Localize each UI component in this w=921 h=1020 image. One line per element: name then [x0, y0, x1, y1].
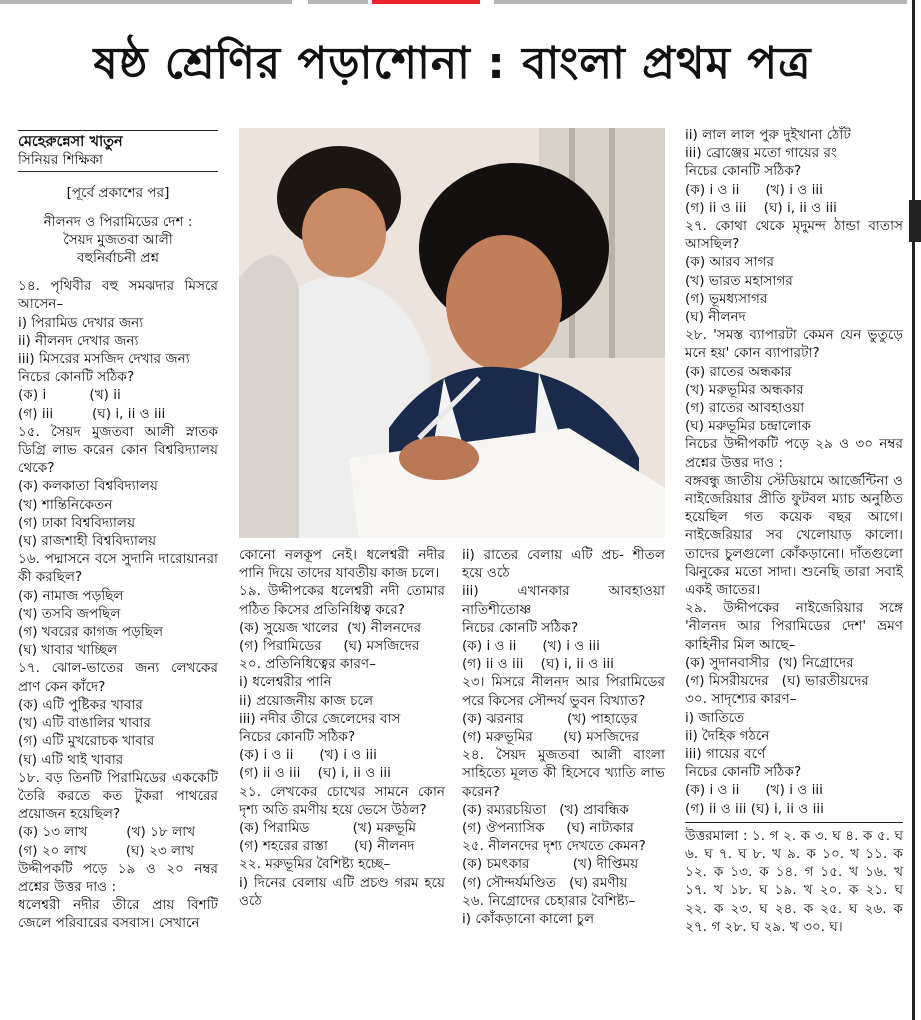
author-role: সিনিয়র শিক্ষিকা [18, 152, 103, 169]
question-line: iii) মিসরের মসজিদ দেখার জন্য [18, 351, 190, 368]
question-line: (গ) রাতের আবহাওয়া [685, 400, 805, 417]
column-4 [685, 126, 908, 1016]
question-list-4 [685, 126, 908, 818]
question-line: i) পিরামিড দেখার জন্য [18, 314, 144, 331]
question-line: (ক) i ও ii (খ) i ও iii [685, 181, 823, 198]
question-line: ii) লাল লাল পুরু দুইখানা ঠোঁট [685, 127, 851, 143]
topic-line: নীলনদ ও পিরামিডের দেশ : [43, 213, 193, 230]
question-line: (ক) i (খ) ii [18, 387, 121, 404]
question-list-1 [18, 277, 223, 932]
question-line: ২৮. 'সমস্ত ব্যাপারটা কেমন যেন ভুতুড়ে মনে হয়' কোন ব্যাপারটা? [685, 327, 908, 362]
question-line: (ঘ) রাজশাহী বিশ্ববিদ্যালয় [18, 533, 157, 550]
question-line: (খ) তসবি জপছিল [18, 605, 121, 622]
top-gray-bar-left [0, 0, 292, 4]
question-line: (ঘ) এটি থাই খাবার [18, 751, 124, 768]
question-line: i) জাতিতে [685, 709, 745, 726]
question-line: (গ) ঢাকা বিশ্ববিদ্যালয় [18, 514, 136, 531]
question-line: ii) প্রয়োজনীয় কাজ চলে [239, 692, 374, 709]
question-line: কোনো নলকূপ নেই। ধলেশ্বরী নদীর পানি দিয়ে তাদের যাবতীয় কাজ চলে। [239, 547, 450, 582]
question-line: (ঘ) নীলনদ [685, 309, 746, 326]
divider [18, 171, 218, 172]
answer-key [685, 822, 903, 936]
question-line: (ক) ঝরনার (খ) পাহাড়ের [462, 710, 638, 727]
question-line: (ঘ) খাবার খাচ্ছিল [18, 642, 118, 659]
question-line: ii) রাতের বেলায় এটি প্রচ- শীতল হয়ে ওঠে [462, 547, 670, 582]
photo-illustration [239, 128, 665, 538]
question-line: (ঘ) মরুভূমির চন্দ্রালোক [685, 418, 811, 435]
question-line: ৩০. সাদৃশ্যের কারণ– [685, 691, 797, 708]
question-line: ii) নীলনদ দেখার জন্য [18, 332, 139, 349]
question-line: নিচের কোনটি সঠিক? [18, 369, 135, 386]
question-list-3 [462, 546, 670, 928]
question-line: (ক) আরব সাগর [685, 254, 774, 271]
question-line: (ক) এটি পুষ্টিকর খাবার [18, 696, 143, 713]
question-line: ২২. মরুভূমির বৈশিষ্ট্য হচ্ছে– [239, 856, 391, 873]
question-line: (গ) মরুভূমির (ঘ) মসজিদের [462, 729, 640, 746]
question-line: (ক) সুদানবাসীর (খ) নিগ্রোদের [685, 654, 854, 671]
question-line: (গ) সৌন্দর্যমণ্ডিত (ঘ) রমণীয় [462, 874, 628, 891]
question-line: iii) গায়ের বর্ণে [685, 745, 766, 762]
question-line: ১৬. পদ্মাসনে বসে সুদানি দারোয়ানরা কী করছিল? [18, 551, 223, 586]
question-line: (খ) ভারত মহাসাগর [685, 272, 793, 289]
question-line: নিচের কোনটি সঠিক? [685, 163, 802, 180]
question-line: (গ) ২০ লাখ (ঘ) ২৩ লাখ [18, 842, 195, 859]
question-line: ১৪. পৃথিবীর বহু সমঝদার মিসরে আসেন– [18, 278, 223, 313]
question-line: (ক) নামাজ পড়ছিল [18, 587, 124, 604]
students-writing-photo [239, 128, 665, 538]
question-line: (ক) রম্যরচয়িতা (খ) প্রাবন্ধিক [462, 801, 629, 818]
question-line: i) কোঁকড়ানো কালো চুল [462, 911, 595, 928]
question-line: (ক) সুয়েজ খালের (খ) নীলনদের [239, 619, 422, 636]
question-line: (ক) i ও ii (খ) i ও iii [462, 638, 600, 655]
question-line: ২৩। মিসরে নীলনদ আর পিরামিডের পরে কিসের সৌন্দর্য ভুবন বিখ্যাত? [462, 674, 670, 709]
question-line: (ক) i ও ii (খ) i ও iii [239, 747, 377, 764]
topic-author: সৈয়দ মুজতবা আলী [63, 231, 173, 248]
question-line: (ক) চমৎকার (খ) দীপ্তিময় [462, 856, 639, 873]
question-line: ২৫. নীলনদের দৃশ্য দেখতে কেমন? [462, 838, 646, 855]
question-line: নিচের কোনটি সঠিক? [239, 729, 356, 746]
question-line: ২৯. উদ্দীপকের নাইজেরিয়ার সঙ্গে 'নীলনদ আর পিরামিডের দেশ' ভ্রমণ কাহিনীর মিল আছে– [685, 600, 908, 653]
question-line: নিচের কোনটি সঠিক? [462, 619, 579, 636]
question-line: (ক) ১৩ লাখ (খ) ১৮ লাখ [18, 824, 196, 841]
question-line: বঙ্গবন্ধু জাতীয় স্টেডিয়ামে আর্জেন্টিনা ও নাইজেরিয়ার প্রীতি ফুটবল ম্যাচ অনুষ্ঠিত হয়েছিল গত কয়েক বছর আগে। নাইজেরিয়ার সব খেলোয়াড় কালো। তাদের চুলগুলো কোঁকড়ানো। দাঁতগুলো ঝিনুকের মতো সাদা। শুনেছি তারা সবাই একই জাতের। [685, 472, 908, 599]
question-line: উদ্দীপকটি পড়ে ১৯ ও ২০ নম্বর প্রশ্নের উত্তর দাও : [18, 860, 223, 895]
question-line: ২৭. কোথা থেকে মৃদুমন্দ ঠান্ডা বাতাস আসছিল? [685, 218, 908, 253]
page-edge-rule [912, 0, 915, 1020]
question-line: (গ) মিসরীয়দের (ঘ) ভারতীয়দের [685, 673, 869, 690]
question-line: (ক) পিরামিড (খ) মরুভূমি [239, 820, 417, 837]
page-edge-mark [909, 200, 921, 242]
top-red-bar [372, 0, 480, 4]
question-line: (ক) কলকাতা বিশ্ববিদ্যালয় [18, 478, 158, 495]
question-line: ২৬. নিগ্রোদের চেহারার বৈশিষ্ট্য– [462, 892, 636, 909]
question-line: (খ) শান্তিনিকেতন [18, 496, 113, 513]
column-3 [462, 546, 670, 1016]
question-line: (খ) এটি বাঙালির খাবার [18, 715, 151, 732]
top-gray-bar-right [494, 0, 907, 4]
divider [18, 130, 218, 131]
question-line: নিচের কোনটি সঠিক? [685, 764, 802, 781]
column-2 [239, 546, 450, 1016]
question-line: ১৯. উদ্দীপকের ধলেশ্বরী নদী তোমার পঠিত কিসের প্রতিনিধিত্ব করে? [239, 583, 450, 618]
question-line: i) ধলেশ্বরীর পানি [239, 674, 332, 691]
topic-type: বহুনির্বাচনী প্রশ্ন [76, 250, 160, 267]
question-line: ২০. প্রতিনিধিত্বের কারণ– [239, 656, 376, 673]
question-line: (গ) শহরের রাস্তা (ঘ) নীলনদ [239, 838, 415, 855]
question-line: (গ) ii ও iii (ঘ) i, ii ও iii [462, 656, 614, 673]
question-line: ২১. লেখকের চোখের সামনে কোন দৃশ্য অতি রমণীয় হয়ে ভেসে উঠল? [239, 783, 450, 818]
question-line: (গ) ii ও iii (ঘ) i, ii ও iii [685, 199, 837, 216]
top-gray-bar-mid [308, 0, 368, 4]
question-line: ১৫. সৈয়দ মুজতবা আলী স্নাতক ডিগ্রি লাভ করেন কোন বিশ্ববিদ্যালয় থেকে? [18, 423, 223, 477]
question-line: (খ) মরুভূমির অন্ধকার [685, 381, 804, 398]
question-line: (গ) ভূমধ্যসাগর [685, 290, 768, 307]
question-line: (গ) এটি মুখরোচক খাবার [18, 733, 155, 750]
question-line: iii) নদীর তীরে জেলেদের বাস [239, 710, 401, 727]
previous-note: [পূর্বে প্রকাশের পর] [66, 185, 170, 202]
question-line: (গ) ii ও iii (ঘ) i, ii ও iii [685, 800, 824, 817]
question-list-2 [239, 546, 450, 910]
question-line: ১৮. বড় তিনটি পিরামিডের এককেটি তৈরি করতে কত টুকরা পাথরের প্রয়োজন হয়েছিল? [18, 769, 223, 823]
answer-key-text: উত্তরমালা : ১. গ ২. ক ৩. ঘ ৪. ক ৫. ঘ ৬. ঘ ৭. ঘ ৮. খ ৯. ক ১০. খ ১১. ক ১২. ক ১৩. ক ১৪. গ ১৫. খ ১৬. খ ১৭. খ ১৮. ঘ ১৯. খ ২০. ক ২১. ঘ ২২. ক ২৩. ঘ ২৪. ক ২৫. ঘ ২৬. ক ২৭. গ ২৮. ঘ ২৯. খ ৩০. ঘ। [685, 827, 903, 935]
question-line: (গ) iii (ঘ) i, ii ও iii [18, 405, 166, 422]
question-line: (ক) i ও ii (খ) i ও iii [685, 782, 823, 799]
question-line: iii) এখানকার আবহাওয়া নাতিশীতোষ্ণ [462, 583, 670, 618]
question-line: ১৭. ঝোল-ভাতের জন্য লেখকের প্রাণ কেন কাঁদে? [18, 660, 223, 695]
question-line: (গ) পিরামিডের (ঘ) মসজিদের [239, 638, 420, 655]
question-line: (গ) ঔপন্যাসিক (ঘ) নাট্যকার [462, 820, 634, 837]
question-line: iii) ব্রোঞ্জের মতো গায়ের রং [685, 145, 837, 162]
author-name: মেহেরুন্নেসা খাতুন [18, 134, 123, 150]
question-line: i) দিনের বেলায় এটি প্রচণ্ড গরম হয়ে ওঠে [239, 874, 450, 909]
question-line: নিচের উদ্দীপকটি পড়ে ২৯ ও ৩০ নম্বর প্রশ্নের উত্তর দাও : [685, 436, 908, 471]
question-line: (ক) রাতের অন্ধকার [685, 363, 792, 380]
question-line: ধলেশ্বরী নদীর তীরে প্রায় বিশটি জেলে পরিবারের বসবাস। সেখানে [18, 897, 223, 932]
page-title: ষষ্ঠ শ্রেণির পড়াশোনা : বাংলা প্রথম পত্র [93, 38, 812, 89]
question-line: (গ) খবরের কাগজ পড়ছিল [18, 624, 164, 641]
column-1 [18, 128, 223, 1018]
question-line: ২৪. সৈয়দ মুজতবা আলী বাংলা সাহিত্যে মূলত কী হিসেবে খ্যাতি লাভ করেন? [462, 747, 670, 800]
question-line: (গ) ii ও iii (ঘ) i, ii ও iii [239, 765, 391, 782]
question-line: ii) দৈহিক গঠনে [685, 727, 770, 744]
